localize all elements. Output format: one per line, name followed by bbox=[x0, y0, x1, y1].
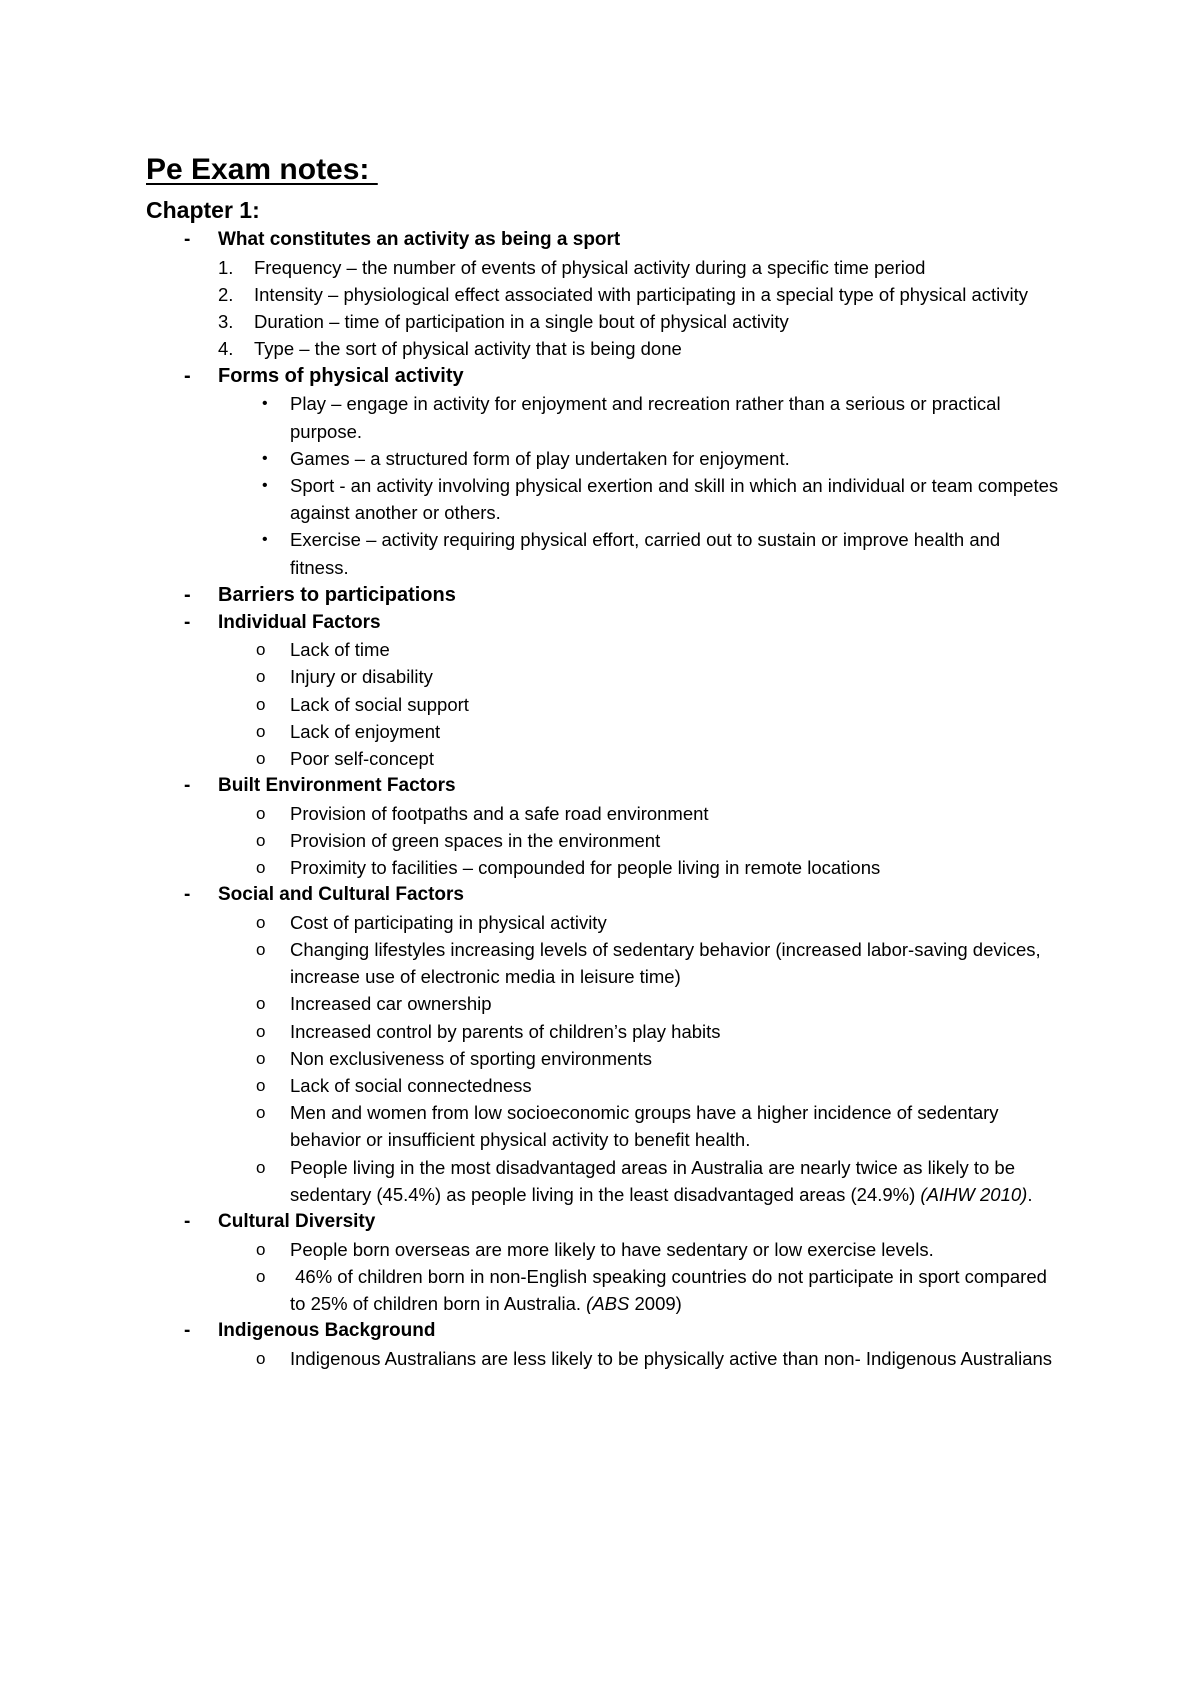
section-heading-built-environment bbox=[0, 772, 1200, 800]
section-heading-text: Barriers to participations bbox=[218, 583, 456, 606]
sub-item bbox=[0, 1018, 1200, 1045]
section-heading-text: What constitutes an activity as being a sport bbox=[218, 229, 621, 250]
sub-item bbox=[0, 1072, 1200, 1099]
sub-item bbox=[0, 1045, 1200, 1072]
dash-marker: - bbox=[184, 365, 191, 388]
sub-item bbox=[0, 909, 1200, 936]
sub-item-text: 46% of children born in non-English speaking countries do not participate in sport compared to 25% of children born in Australia. bbox=[290, 1265, 1053, 1314]
bullet-item-text: Play – engage in activity for enjoyment and recreation rather than a serious or practical purpose. bbox=[290, 393, 1001, 442]
sub-item bbox=[0, 827, 1200, 854]
dash-marker: - bbox=[184, 884, 191, 906]
section-heading-text: Forms of physical activity bbox=[218, 365, 464, 388]
section-heading-text: Social and Cultural Factors bbox=[218, 884, 464, 906]
o-marker: o bbox=[256, 1266, 266, 1286]
sub-item bbox=[0, 663, 1200, 690]
section-heading-social-cultural bbox=[0, 881, 1200, 909]
bullet-item bbox=[0, 526, 1200, 580]
sub-item-text: Injury or disability bbox=[290, 666, 433, 688]
o-marker: o bbox=[256, 1239, 266, 1259]
sub-item bbox=[0, 718, 1200, 745]
section-heading-text: Individual Factors bbox=[218, 611, 381, 633]
dash-marker: - bbox=[184, 775, 191, 797]
sub-item-text: Indigenous Australians are less likely to be physically active than non- Indigenous Australians bbox=[290, 1347, 1053, 1369]
o-marker: o bbox=[256, 912, 266, 932]
sub-item-text: Men and women from low socioeconomic groups have a higher incidence of sedentary behavior or insufficient physical activity to benefit health. bbox=[290, 1102, 999, 1151]
bullet-marker: • bbox=[262, 531, 268, 549]
sub-item bbox=[0, 1263, 1200, 1317]
sub-item-text: Provision of green spaces in the environment bbox=[290, 829, 661, 851]
bullet-item bbox=[0, 472, 1200, 526]
numbered-item-text: Type – the sort of physical activity that is being done bbox=[254, 338, 682, 360]
bullet-marker: • bbox=[262, 449, 268, 467]
sub-item-text: Changing lifestyles increasing levels of sedentary behavior (increased labor-saving devices, increase use of electronic media in leisure time) bbox=[290, 939, 1041, 988]
sub-item-text: Lack of social support bbox=[290, 693, 469, 715]
sub-item bbox=[0, 1236, 1200, 1263]
dash-marker: - bbox=[184, 229, 191, 250]
sub-item-text: Increased car ownership bbox=[290, 993, 492, 1015]
sub-item-text: Poor self-concept bbox=[290, 748, 434, 770]
bullet-item-text: Sport - an activity involving physical exertion and skill in which an individual or team competes against another or others. bbox=[290, 474, 1059, 524]
number-marker: 2. bbox=[218, 283, 234, 305]
numbered-item bbox=[0, 335, 1200, 362]
o-marker: o bbox=[256, 803, 266, 823]
numbered-item-text: Frequency – the number of events of physical activity during a specific time period bbox=[254, 256, 926, 278]
sub-item-period: . bbox=[1027, 1183, 1033, 1205]
bullet-marker: • bbox=[262, 395, 268, 413]
citation-abs: (ABS bbox=[586, 1293, 630, 1314]
sub-item bbox=[0, 1099, 1200, 1153]
sub-item bbox=[0, 1154, 1200, 1208]
section-heading-text: Cultural Diversity bbox=[218, 1211, 376, 1233]
section-heading-cultural-diversity bbox=[0, 1208, 1200, 1236]
citation-aihw: (AIHW 2010) bbox=[920, 1183, 1028, 1205]
citation-year: 2009) bbox=[629, 1293, 682, 1314]
sub-item-text: Proximity to facilities – compounded for people living in remote locations bbox=[290, 857, 881, 879]
dash-marker: - bbox=[184, 611, 191, 633]
numbered-item-text: Duration – time of participation in a single bout of physical activity bbox=[254, 310, 789, 332]
page-title: Pe Exam notes: bbox=[146, 153, 378, 186]
number-marker: 3. bbox=[218, 310, 234, 332]
chapter-heading: Chapter 1: bbox=[146, 197, 260, 223]
sub-item-text: Lack of social connectedness bbox=[290, 1075, 532, 1097]
o-marker: o bbox=[256, 1157, 266, 1177]
sub-item-text: People born overseas are more likely to have sedentary or low exercise levels. bbox=[290, 1238, 934, 1260]
number-marker: 1. bbox=[218, 256, 234, 278]
dash-marker: - bbox=[184, 1320, 191, 1342]
o-marker: o bbox=[256, 1076, 266, 1096]
section-heading-sport bbox=[0, 226, 1200, 254]
numbered-item bbox=[0, 254, 1200, 281]
o-marker: o bbox=[256, 1348, 266, 1368]
o-marker: o bbox=[256, 940, 266, 960]
sub-item-text: People living in the most disadvantaged areas in Australia are nearly twice as likely to be sedentary (45.4%) as people living in the least disadvantaged areas (24.9%) bbox=[290, 1156, 1015, 1205]
o-marker: o bbox=[256, 721, 266, 741]
sub-item bbox=[0, 800, 1200, 827]
bullet-marker: • bbox=[262, 476, 268, 494]
sub-item-text: Non exclusiveness of sporting environments bbox=[290, 1047, 652, 1069]
sub-item bbox=[0, 1345, 1200, 1372]
number-marker: 4. bbox=[218, 338, 234, 360]
notes-content bbox=[0, 226, 1200, 1372]
sub-item bbox=[0, 936, 1200, 990]
sub-item bbox=[0, 990, 1200, 1017]
bullet-item bbox=[0, 445, 1200, 472]
numbered-item bbox=[0, 308, 1200, 335]
sub-item-text: Lack of enjoyment bbox=[290, 720, 441, 742]
sub-item-text: Increased control by parents of children’s play habits bbox=[290, 1020, 721, 1042]
bullet-item-text: Exercise – activity requiring physical effort, carried out to sustain or improve health and fitness. bbox=[290, 529, 1001, 578]
o-marker: o bbox=[256, 830, 266, 850]
sub-item bbox=[0, 854, 1200, 881]
numbered-item bbox=[0, 281, 1200, 308]
bullet-item-text: Games – a structured form of play undertaken for enjoyment. bbox=[290, 447, 790, 469]
sub-item-text: Lack of time bbox=[290, 639, 390, 661]
sub-item bbox=[0, 745, 1200, 772]
dash-marker: - bbox=[184, 1211, 191, 1233]
sub-item bbox=[0, 691, 1200, 718]
bullet-item bbox=[0, 390, 1200, 444]
section-heading-barriers bbox=[0, 581, 1200, 609]
o-marker: o bbox=[256, 1021, 266, 1041]
o-marker: o bbox=[256, 1048, 266, 1068]
o-marker: o bbox=[256, 1103, 266, 1123]
o-marker: o bbox=[256, 640, 266, 660]
sub-item-text: Provision of footpaths and a safe road environment bbox=[290, 802, 709, 824]
o-marker: o bbox=[256, 667, 266, 687]
section-heading-individual bbox=[0, 609, 1200, 637]
dash-marker: - bbox=[184, 583, 191, 606]
o-marker: o bbox=[256, 994, 266, 1014]
section-heading-text: Indigenous Background bbox=[218, 1320, 436, 1342]
numbered-item-text: Intensity – physiological effect associated with participating in a special type of physical activity bbox=[254, 283, 1028, 305]
section-heading-forms bbox=[0, 362, 1200, 390]
o-marker: o bbox=[256, 858, 266, 878]
section-heading-indigenous bbox=[0, 1317, 1200, 1345]
sub-item bbox=[0, 636, 1200, 663]
section-heading-text: Built Environment Factors bbox=[218, 775, 456, 797]
sub-item-text: Cost of participating in physical activity bbox=[290, 911, 607, 933]
o-marker: o bbox=[256, 749, 266, 769]
o-marker: o bbox=[256, 694, 266, 714]
